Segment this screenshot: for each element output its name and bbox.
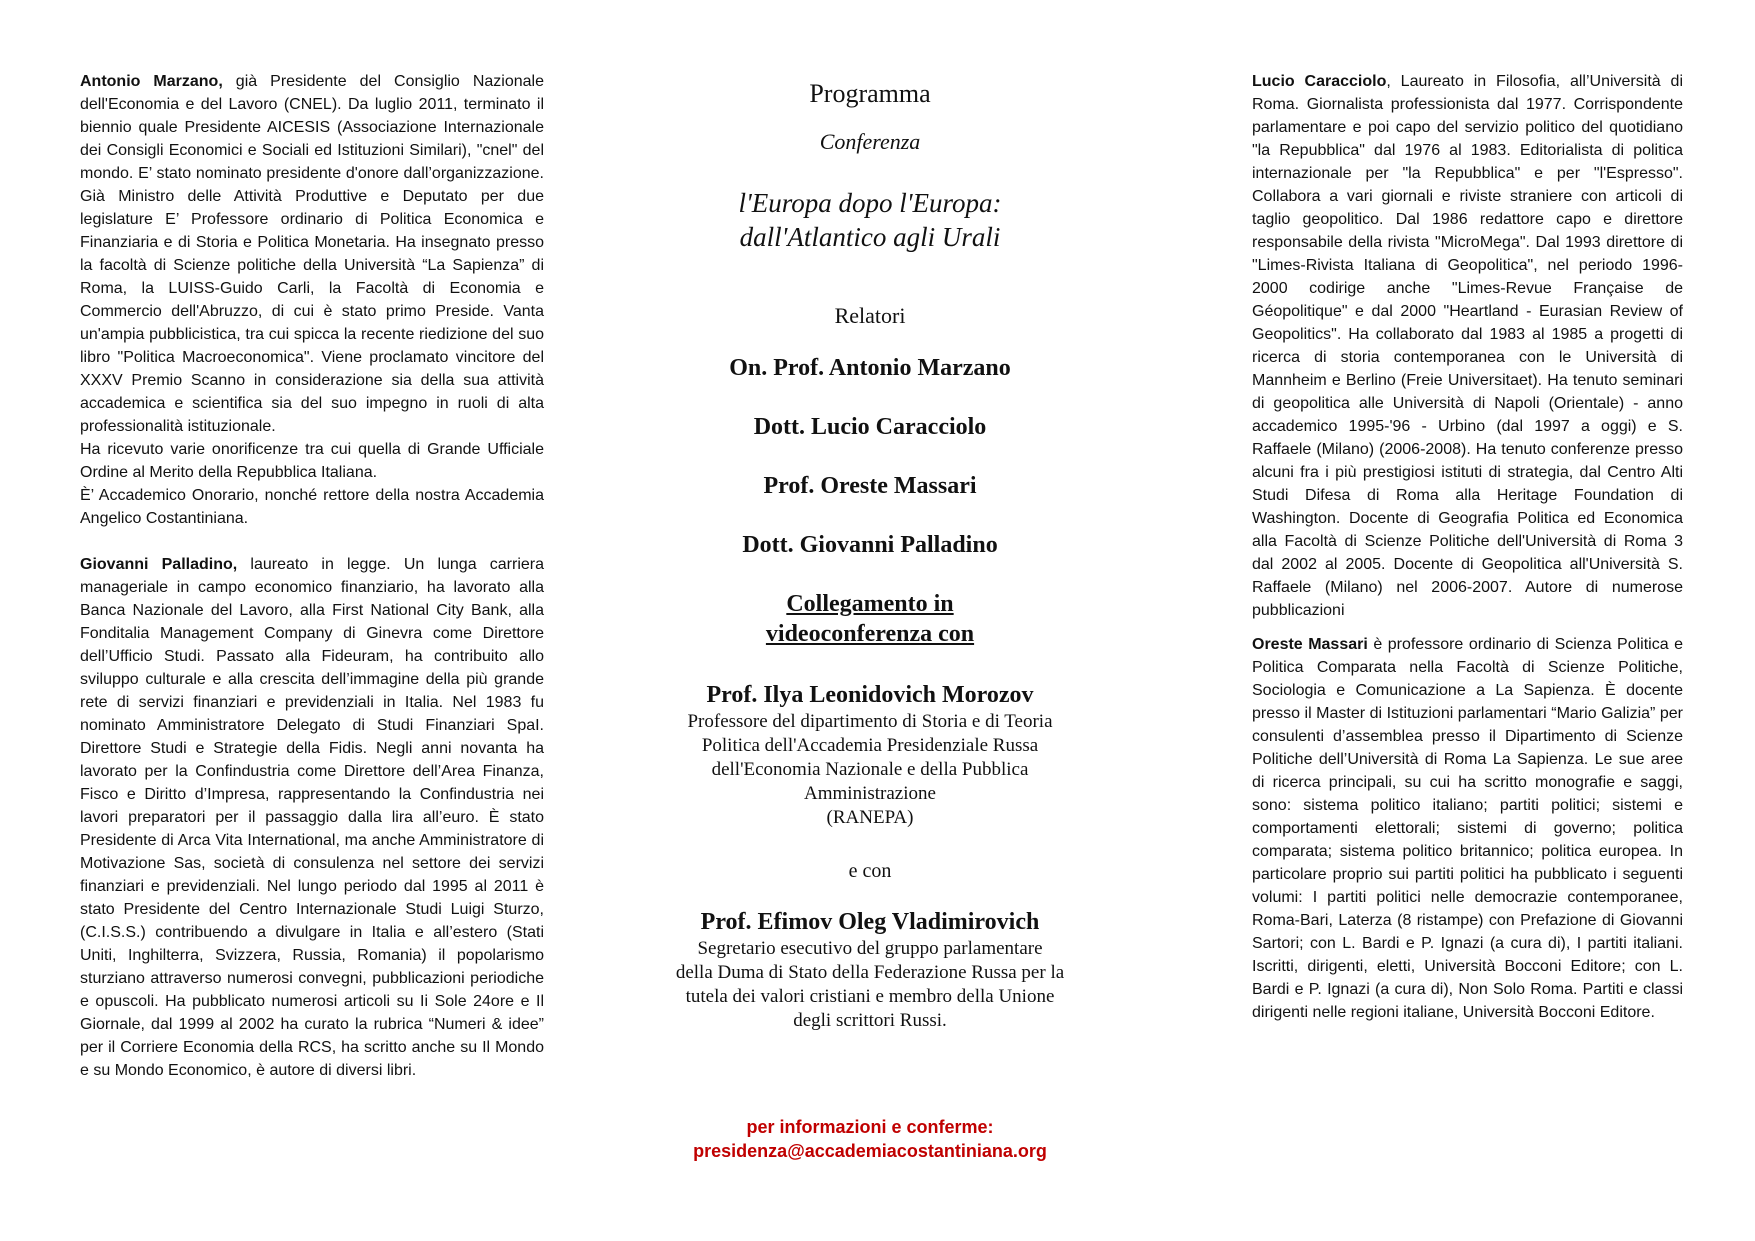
conference-title-line: dall'Atlantico agli Urali xyxy=(739,222,1001,252)
bio-text: è professore ordinario di Scienza Politica e Politica Comparata nella Facoltà di Scienze Politiche, Sociologia e Comunicazione a La Sapienza. È docente presso il Master di Istituzioni parlamentari “Mario Galizia” per consulenti d’assemblea presso il Dipartimento di Scienze Politiche dell’Università di Roma La Sapienza. Le sue aree di ricerca principali, su cui ha scritto monografie e saggi, sono: sistema politico italiano; partiti politici; sistemi e comportamenti elettorali; sistemi di governo; politica comparata; sistema politico britannico; politica europea. In particolare proprio sui partiti politici ha pubblicato i seguenti volumi: I partiti politici nelle democrazie contemporanee, Roma-Bari, Laterza (8 ristampe) con Prefazione di Giovanni Sartori; con L. Bardi e P. Ignazi (a cura di), I partiti italiani. Iscritti, dirigenti, eletti, Università Bocconi Editore; con L. Bardi e P. Ignazi (a cura di), Non Solo Roma. Partiti e classi dirigenti nelle regioni italiane, Università Bocconi Editore. xyxy=(1252,636,1684,1021)
bio-honors: Ha ricevuto varie onorificenze tra cui quella di Grande Ufficiale Ordine al Merito della Repubblica Italiana. xyxy=(80,441,544,481)
left-column xyxy=(80,70,544,1082)
desc-line: (RANEPA) xyxy=(826,807,914,828)
conference-title xyxy=(640,186,1100,254)
contact-label: per informazioni e conferme: xyxy=(746,1117,994,1137)
speaker-name: Dott. Lucio Caracciolo xyxy=(753,414,987,440)
bio-giovanni-palladino xyxy=(80,553,544,1082)
video-heading-line: Collegamento in xyxy=(786,591,954,617)
speakers-heading: Relatori xyxy=(834,303,906,328)
bio-oreste-massari xyxy=(1252,633,1683,1024)
contact-email[interactable]: presidenza@accademiacostantiniana.org xyxy=(693,1141,1047,1161)
bio-name: Giovanni Palladino, xyxy=(80,556,238,573)
video-heading-line: videoconferenza con xyxy=(765,621,975,647)
conference-title-line: l'Europa dopo l'Europa: xyxy=(738,188,1002,218)
remote-speaker-name: Prof. Ilya Leonidovich Morozov xyxy=(706,682,1034,708)
bio-antonio-marzano xyxy=(80,70,544,438)
bio-name: Oreste Massari xyxy=(1252,636,1368,653)
bio-text: laureato in legge. Un lunga carriera manageriale in campo economico finanziario, ha lavorato alla Banca Nazionale del Lavoro, alla First National City Bank, alla Fonditalia Management Company di Ginevra come Direttore dell’Ufficio Studi. Passato alla Fideuram, ha contribuito allo sviluppo culturale e alla crescita dell’immagine della più grande rete di servizi finanziari e previdenziali in Italia. Nel 1983 fu nominato Amministratore Delegato di Studi Finanziari SpaI. Direttore Studi e Strategie della Fidis. Negli anni novanta ha lavorato per la Confindustria come Direttore dell’Area Finanza, Fisco e Diritto d’Impresa, rappresentando la Confindustria nei lavori preparatori per il passaggio dalla lira all’euro. È stato Presidente di Arca Vita International, ma anche Amministratore di Motivazione Sas, società di consulenza nel settore dei servizi finanziari e previdenziali. Nel lungo periodo dal 1995 al 2011 è stato Presidente del Centro Internazionale Studi Luigi Sturzo, (C.I.S.S.) contribuendo a divulgare in Italia e all’estero (Stati Uniti, Inghilterra, Svizzera, Russia, Romania) il popolarismo sturziano attraverso numerosi convegni, pubblicazioni periodiche e opuscoli. Ha pubblicato numerosi articoli su Ii Sole 24ore e Il Giornale, dal 1999 al 2002 ha curato la rubrica “Numeri & idee” per il Corriere Economia della RCS, ha scritto anche su Il Mondo e su Mondo Economico, è autore di diversi libri. xyxy=(80,556,545,1079)
bio-text: già Presidente del Consiglio Nazionale dell'Economia e del Lavoro (CNEL). Da luglio 2011, terminato il biennio quale Presidente AICESIS (Associazione Internazionale dei Consigli Economici e Sociali ed Istituzioni Similari), "cnel" del mondo. E’ stato nominato presidente d'onore dall’organizzazione. Già Ministro delle Attività Produttive e Deputato per due legislature E’ Professore ordinario di Politica Economica e Finanziaria e di Storia e Politica Monetaria. Ha insegnato presso la facoltà di Scienze politiche della Università “La Sapienza” di Roma, la LUISS-Guido Carli, la Facoltà di Economia e Commercio dell'Abruzzo, di cui è stato primo Preside. Vanta un'ampia pubblicistica, tra cui spicca la recente riedizione del suo libro "Politica Macroeconomica". Viene proclamato vincitore del XXXV Premio Scanno in considerazione sia della sua attività accademica e scientifica sia del suo impegno in ruoli di alta professionalità istituzionale. xyxy=(80,73,544,435)
remote-speaker-description xyxy=(640,710,1100,830)
desc-line: Politica dell'Accademia Presidenziale Russa xyxy=(701,735,1039,756)
desc-line: Amministrazione xyxy=(804,783,936,804)
bio-name: Antonio Marzano, xyxy=(80,73,223,90)
desc-line: tutela dei valori cristiani e membro della Unione xyxy=(685,986,1055,1007)
desc-line: Professore del dipartimento di Storia e di Teoria xyxy=(687,711,1053,732)
and-with-text: e con xyxy=(848,860,892,882)
desc-line: degli scrittori Russi. xyxy=(793,1010,947,1031)
program-column xyxy=(640,78,1100,1163)
conference-label: Conferenza xyxy=(819,129,921,154)
bio-name: Lucio Caracciolo xyxy=(1252,73,1387,90)
bio-text: , Laureato in Filosofia, all’Università di Roma. Giornalista professionista dal 1977. Corrispondente parlamentare e poi capo del servizio politico del quotidiano "la Repubblica" dal 1976 al 1983. Editorialista di politica internazionale per "la Repubblica" e per "l'Espresso". Collabora a vari giornali e riviste straniere con articoli di taglio geopolitico. Dal 1986 redattore capo e direttore responsabile della rivista "MicroMega". Dal 1993 direttore di "Limes-Rivista Italiana di Geopolitica", nel periodo 1996-2000 codirige anche "Limes-Revue Française de Géopolitique" e dal 2000 "Heartland - Eurasian Review of Geopolitics". Ha collaborato dal 1983 al 1985 a progetti di ricerca di storia contemporanea con le Università di Mannheim e Berlino (Freie Universitaet). Ha tenuto seminari di geopolitica alle Università di Napoli (Orientale) - anno accademico 1995-'96 - Urbino (dal 1997 a oggi) e S. Raffaele (Milano) (2006-2008). Ha tenuto conferenze presso alcuni fra i più prestigiosi istituti di strategia, dal Centro Alti Studi Difesa di Roma alla Heritage Foundation di Washington. Docente di Geografia Politica ed Economica alla Facoltà di Scienze Politiche dell'Università di Roma 3 dal 2002 al 2005. Docente di Geopolitica all'Università S. Raffaele (Milano) nel 2006-2007. Autore di numerose pubblicazioni xyxy=(1252,73,1683,619)
right-column xyxy=(1252,70,1683,1024)
speaker-name: Dott. Giovanni Palladino xyxy=(742,532,998,558)
desc-line: dell'Economia Nazionale e della Pubblica xyxy=(711,759,1029,780)
desc-line: della Duma di Stato della Federazione Russa per la xyxy=(675,962,1065,983)
remote-speaker-name: Prof. Efimov Oleg Vladimirovich xyxy=(700,909,1040,935)
speaker-name: Prof. Oreste Massari xyxy=(763,473,977,499)
video-link-heading xyxy=(640,589,1100,649)
speaker-name: On. Prof. Antonio Marzano xyxy=(729,355,1011,381)
bio-lucio-caracciolo xyxy=(1252,70,1683,622)
bio-academy: È’ Accademico Onorario, nonché rettore della nostra Accademia Angelico Costantiniana. xyxy=(80,487,544,527)
remote-speaker-description xyxy=(640,937,1100,1033)
program-title: Programma xyxy=(809,79,931,108)
desc-line: Segretario esecutivo del gruppo parlamentare xyxy=(697,938,1043,959)
